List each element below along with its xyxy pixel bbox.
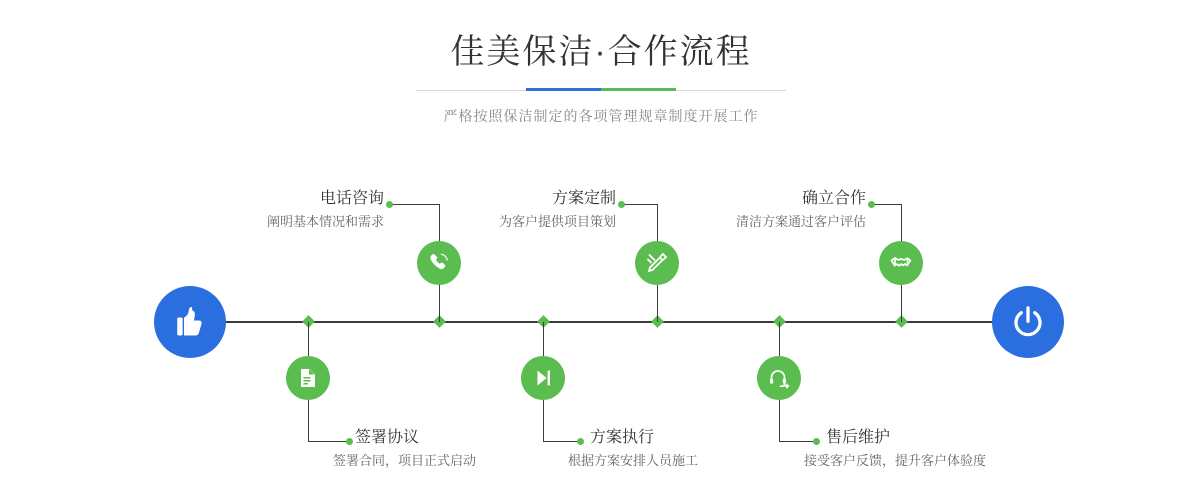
- connector-step-1: [439, 284, 440, 322]
- step-4-desc: 根据方案安排人员施工: [568, 453, 699, 468]
- step-6-label: [804, 427, 1126, 471]
- step-2-title: 签署协议: [355, 429, 420, 446]
- step-5-icon-circle: [879, 241, 923, 285]
- timeline-end-endpoint: [992, 286, 1064, 358]
- pen-ruler-icon: [645, 251, 669, 275]
- label-dot-step-6: [813, 438, 820, 445]
- step-6-title: 售后维护: [826, 429, 891, 446]
- step-4-title: 方案执行: [590, 429, 655, 446]
- connector-step-5: [901, 284, 902, 322]
- label-stem-step-1: [439, 204, 440, 241]
- headset-support-icon: [767, 366, 791, 390]
- step-2-desc: 签署合同，项目正式启动: [333, 453, 477, 468]
- step-1-title: 电话咨询: [319, 190, 384, 207]
- label-bar-step-1: [390, 204, 439, 205]
- phone-call-icon: [427, 251, 451, 275]
- timeline-start-endpoint: [154, 286, 226, 358]
- step-6-icon-circle: [757, 356, 801, 400]
- label-dot-step-2: [346, 438, 353, 445]
- label-bar-step-6: [779, 441, 815, 442]
- step-5-title: 确立合作: [801, 190, 866, 207]
- step-5-label: [700, 188, 866, 232]
- label-dot-step-4: [577, 438, 584, 445]
- step-6-desc: 接受客户反馈，提升客户体验度: [804, 453, 987, 468]
- power-icon: [1010, 304, 1046, 340]
- label-stem-step-2: [308, 400, 309, 442]
- step-2-icon-circle: [286, 356, 330, 400]
- play-skip-icon: [532, 367, 554, 389]
- step-5-desc: 清洁方案通过客户评估: [735, 214, 866, 229]
- label-bar-step-3: [622, 204, 657, 205]
- page-subtitle: 严格按照保洁制定的各项管理规章制度开展工作: [443, 108, 759, 124]
- label-dot-step-3: [618, 201, 625, 208]
- connector-step-6: [779, 322, 780, 356]
- label-bar-step-2: [308, 441, 348, 442]
- thumbs-up-icon: [172, 304, 208, 340]
- label-dot-step-1: [386, 201, 393, 208]
- label-dot-step-5: [868, 201, 875, 208]
- label-stem-step-4: [543, 400, 544, 442]
- page-title: 佳美保洁·合作流程: [450, 33, 752, 71]
- step-1-label: [244, 188, 384, 232]
- label-stem-step-6: [779, 400, 780, 442]
- connector-step-4: [543, 322, 544, 356]
- label-stem-step-5: [901, 204, 902, 241]
- label-stem-step-3: [657, 204, 658, 241]
- label-bar-step-5: [872, 204, 901, 205]
- handshake-icon: [889, 251, 913, 275]
- connector-step-3: [657, 284, 658, 322]
- connector-step-2: [308, 322, 309, 356]
- step-3-desc: 为客户提供项目策划: [498, 214, 616, 229]
- document-edit-icon: [296, 366, 320, 390]
- step-1-desc: 阐明基本情况和需求: [266, 214, 384, 229]
- step-3-label: [456, 188, 616, 232]
- label-bar-step-4: [543, 441, 579, 442]
- step-1-icon-circle: [417, 241, 461, 285]
- step-3-title: 方案定制: [551, 190, 616, 207]
- step-3-icon-circle: [635, 241, 679, 285]
- step-4-icon-circle: [521, 356, 565, 400]
